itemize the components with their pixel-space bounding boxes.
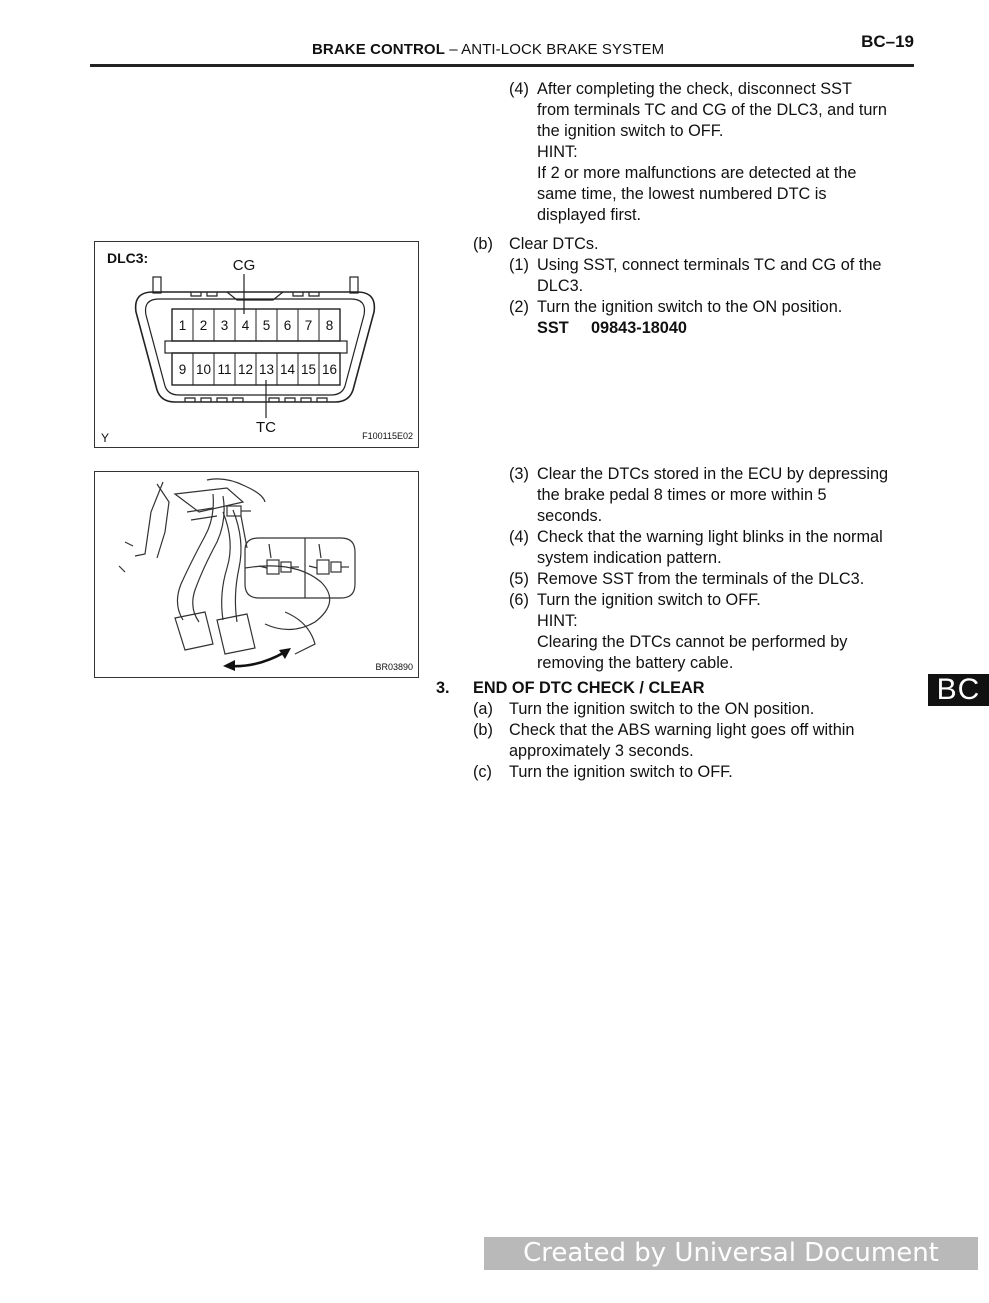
step-b-title: Clear DTCs.: [509, 235, 599, 253]
page-number: BC–19: [861, 32, 914, 51]
pin-number: 9: [178, 362, 187, 377]
step-3c-number: (c): [473, 763, 492, 781]
hint-line: displayed first.: [537, 206, 642, 224]
section-tab: BC: [928, 674, 989, 706]
step-b1-number: (1): [509, 256, 529, 274]
step-3-number: 3.: [436, 679, 450, 697]
pin-number: 8: [325, 318, 334, 333]
figure-code: F100115E02: [362, 431, 413, 441]
pin-number: 10: [195, 362, 212, 377]
section-title: BRAKE CONTROL – ANTI-LOCK BRAKE SYSTEM: [312, 41, 665, 58]
figure-corner-mark: Y: [101, 431, 110, 445]
tc-label: TC: [256, 419, 276, 436]
brake-pedal-figure: [94, 471, 419, 678]
watermark: Created by Universal Document Converter: [484, 1237, 978, 1270]
pin-number: 11: [217, 362, 232, 377]
cg-label: CG: [232, 257, 256, 274]
pin-number: 1: [178, 318, 187, 333]
pin-number: 4: [241, 318, 250, 333]
brake-pedal-drawing: [95, 472, 418, 677]
step-b6-number: (6): [509, 591, 529, 609]
page-header: [90, 30, 914, 67]
hint-line: If 2 or more malfunctions are detected at the: [537, 164, 857, 182]
hint-line: Clearing the DTCs cannot be performed by: [537, 633, 848, 651]
sst-number: 09843-18040: [591, 319, 687, 337]
step-a4-line: from terminals TC and CG of the DLC3, and turn: [537, 101, 887, 119]
hint-line: same time, the lowest numbered DTC is: [537, 185, 827, 203]
pin-number: 15: [300, 362, 317, 377]
hint-label: HINT:: [537, 612, 578, 630]
step-b3-line: Clear the DTCs stored in the ECU by depressing: [537, 465, 889, 483]
step-b6-text: Turn the ignition switch to OFF.: [537, 591, 761, 609]
pin-number: 2: [199, 318, 208, 333]
pin-number: 14: [279, 362, 296, 377]
pin-number: 5: [262, 318, 271, 333]
pin-number: 13: [258, 362, 275, 377]
pin-number: 12: [237, 362, 254, 377]
step-b3-line: the brake pedal 8 times or more within 5: [537, 486, 827, 504]
dlc3-figure: [94, 241, 419, 448]
figure-code: BR03890: [375, 662, 413, 672]
step-b3-line: seconds.: [537, 507, 603, 525]
step-b2-text: Turn the ignition switch to the ON position.: [537, 298, 843, 316]
pin-number: 7: [304, 318, 313, 333]
step-b1-line: DLC3.: [537, 277, 584, 295]
step-b5-number: (5): [509, 570, 529, 588]
step-3c-text: Turn the ignition switch to OFF.: [509, 763, 733, 781]
pin-number: 3: [220, 318, 229, 333]
step-3a-number: (a): [473, 700, 493, 718]
step-b4-number: (4): [509, 528, 529, 546]
hint-line: removing the battery cable.: [537, 654, 734, 672]
step-3b-line: approximately 3 seconds.: [509, 742, 694, 760]
dlc3-label: DLC3:: [107, 250, 149, 266]
sst-label: SST: [537, 319, 569, 337]
step-b5-text: Remove SST from the terminals of the DLC3.: [537, 570, 865, 588]
pin-number: 6: [283, 318, 292, 333]
step-b4-line: system indication pattern.: [537, 549, 722, 567]
step-3b-number: (b): [473, 721, 493, 739]
step-b4-line: Check that the warning light blinks in the normal: [537, 528, 883, 546]
step-a4-line: the ignition switch to OFF.: [537, 122, 724, 140]
step-a4-number: (4): [509, 80, 529, 98]
pin-number: 16: [321, 362, 338, 377]
step-b-number: (b): [473, 235, 493, 253]
step-3a-text: Turn the ignition switch to the ON position.: [509, 700, 815, 718]
step-b3-number: (3): [509, 465, 529, 483]
hint-label: HINT:: [537, 143, 578, 161]
step-3b-line: Check that the ABS warning light goes off within: [509, 721, 855, 739]
step-b1-line: Using SST, connect terminals TC and CG of the: [537, 256, 882, 274]
step-3-title: END OF DTC CHECK / CLEAR: [473, 679, 705, 697]
step-a4-line: After completing the check, disconnect SST: [537, 80, 852, 98]
step-b2-number: (2): [509, 298, 529, 316]
dlc3-connector-drawing: [95, 242, 418, 447]
